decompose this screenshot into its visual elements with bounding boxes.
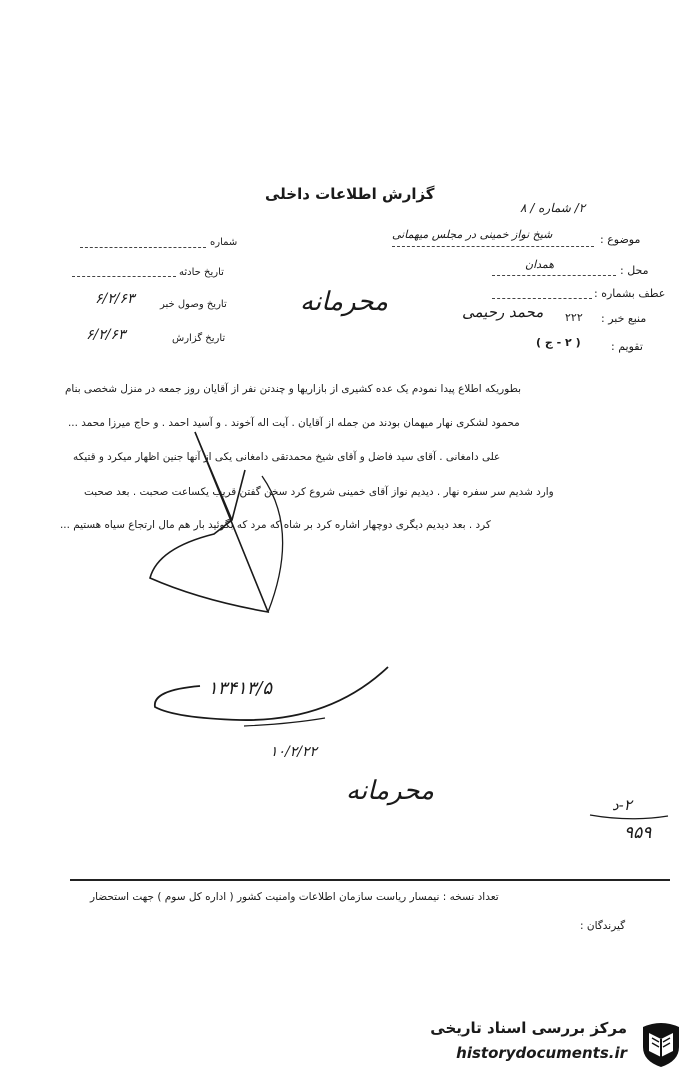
reference-label: عطف بشماره : bbox=[594, 287, 666, 300]
watermark-url: historydocuments.ir bbox=[456, 1044, 627, 1062]
body-line-1: بطوریکه اطلاع پیدا نمودم یک عده کشیری از بازاریها و چندتن نفر از آقایان روز جمعه در منزل شخصی بنام bbox=[65, 383, 521, 395]
received-date-value: ۶/۲/۶۳ bbox=[95, 291, 135, 307]
marginal-code: ۲-د bbox=[612, 796, 632, 814]
subject-label: موضوع : bbox=[600, 233, 641, 246]
confidential-stamp-bottom: محرمانه bbox=[346, 776, 435, 806]
marginal-number: ۹۵۹ bbox=[624, 823, 652, 843]
body-line-5: کرد . بعد دیدیم دیگری دوچهار اشاره کرد بر شاه که مرد که بگوئید بار هم مال ارتجاع سیاه هستیم ... bbox=[60, 519, 491, 531]
body-line-3: علی دامغانی . آقای سید فاضل و آقای شیخ محمدتقی دامغانی یکی از آنها جنین اظهار میکرد و قتیکه bbox=[73, 451, 501, 463]
received-date-label: تاریخ وصول خبر bbox=[160, 299, 227, 310]
body-line-4: وارد شدیم سر سفره نهار . دیدیم نواز آقای خمینی شروع کرد سخن گفتن قریب یکساعت صحبت . بعد صحبت bbox=[84, 486, 554, 498]
number-label: شماره bbox=[210, 237, 238, 248]
book-shield-icon bbox=[635, 1017, 687, 1069]
recipients-label: گیرندگان : bbox=[580, 920, 626, 932]
subject-value: شیخ نواز خمینی در مجلس میهمانی bbox=[392, 228, 553, 241]
report-date-label: تاریخ گزارش bbox=[172, 333, 226, 344]
handwritten-number: ۱۳۴۱۳/۵ bbox=[208, 678, 273, 699]
top-handwritten-note: ۲/ شماره / ۸ bbox=[520, 201, 586, 215]
confidential-stamp-top: محرمانه bbox=[300, 287, 389, 317]
evaluation-label: تقویم : bbox=[611, 340, 643, 353]
body-line-2: محمود لشکری نهار میهمان بودند من جمله از آقایان . آیت اله آخوند . و آسید احمد . و حاج میرزا محمد ... bbox=[68, 417, 520, 429]
evaluation-value: ( ۲ - ج ) bbox=[536, 336, 581, 349]
footer-rule bbox=[70, 879, 670, 881]
source-handwriting: محمد رحیمی bbox=[462, 303, 544, 321]
source-label: منبع خبر : bbox=[601, 312, 647, 325]
event-date-label: تاریخ حادثه bbox=[179, 267, 224, 278]
source-value: ۲۲۲ bbox=[565, 311, 583, 324]
place-label: محل : bbox=[620, 264, 649, 277]
place-value: همدان bbox=[525, 258, 555, 271]
document-title: گزارش اطلاعات داخلی bbox=[265, 185, 435, 203]
watermark-name: مرکز بررسی اسناد تاریخی bbox=[430, 1019, 627, 1037]
report-date-value: ۶/۲/۶۳ bbox=[86, 327, 126, 343]
distribution-line: تعداد نسخه : نیمسار ریاست سازمان اطلاعات وامنیت کشور ( اداره کل سوم ) جهت استحضار bbox=[90, 891, 499, 903]
watermark-logo bbox=[405, 1015, 687, 1073]
handwritten-date: ۱۰/۲/۲۲ bbox=[270, 744, 318, 760]
